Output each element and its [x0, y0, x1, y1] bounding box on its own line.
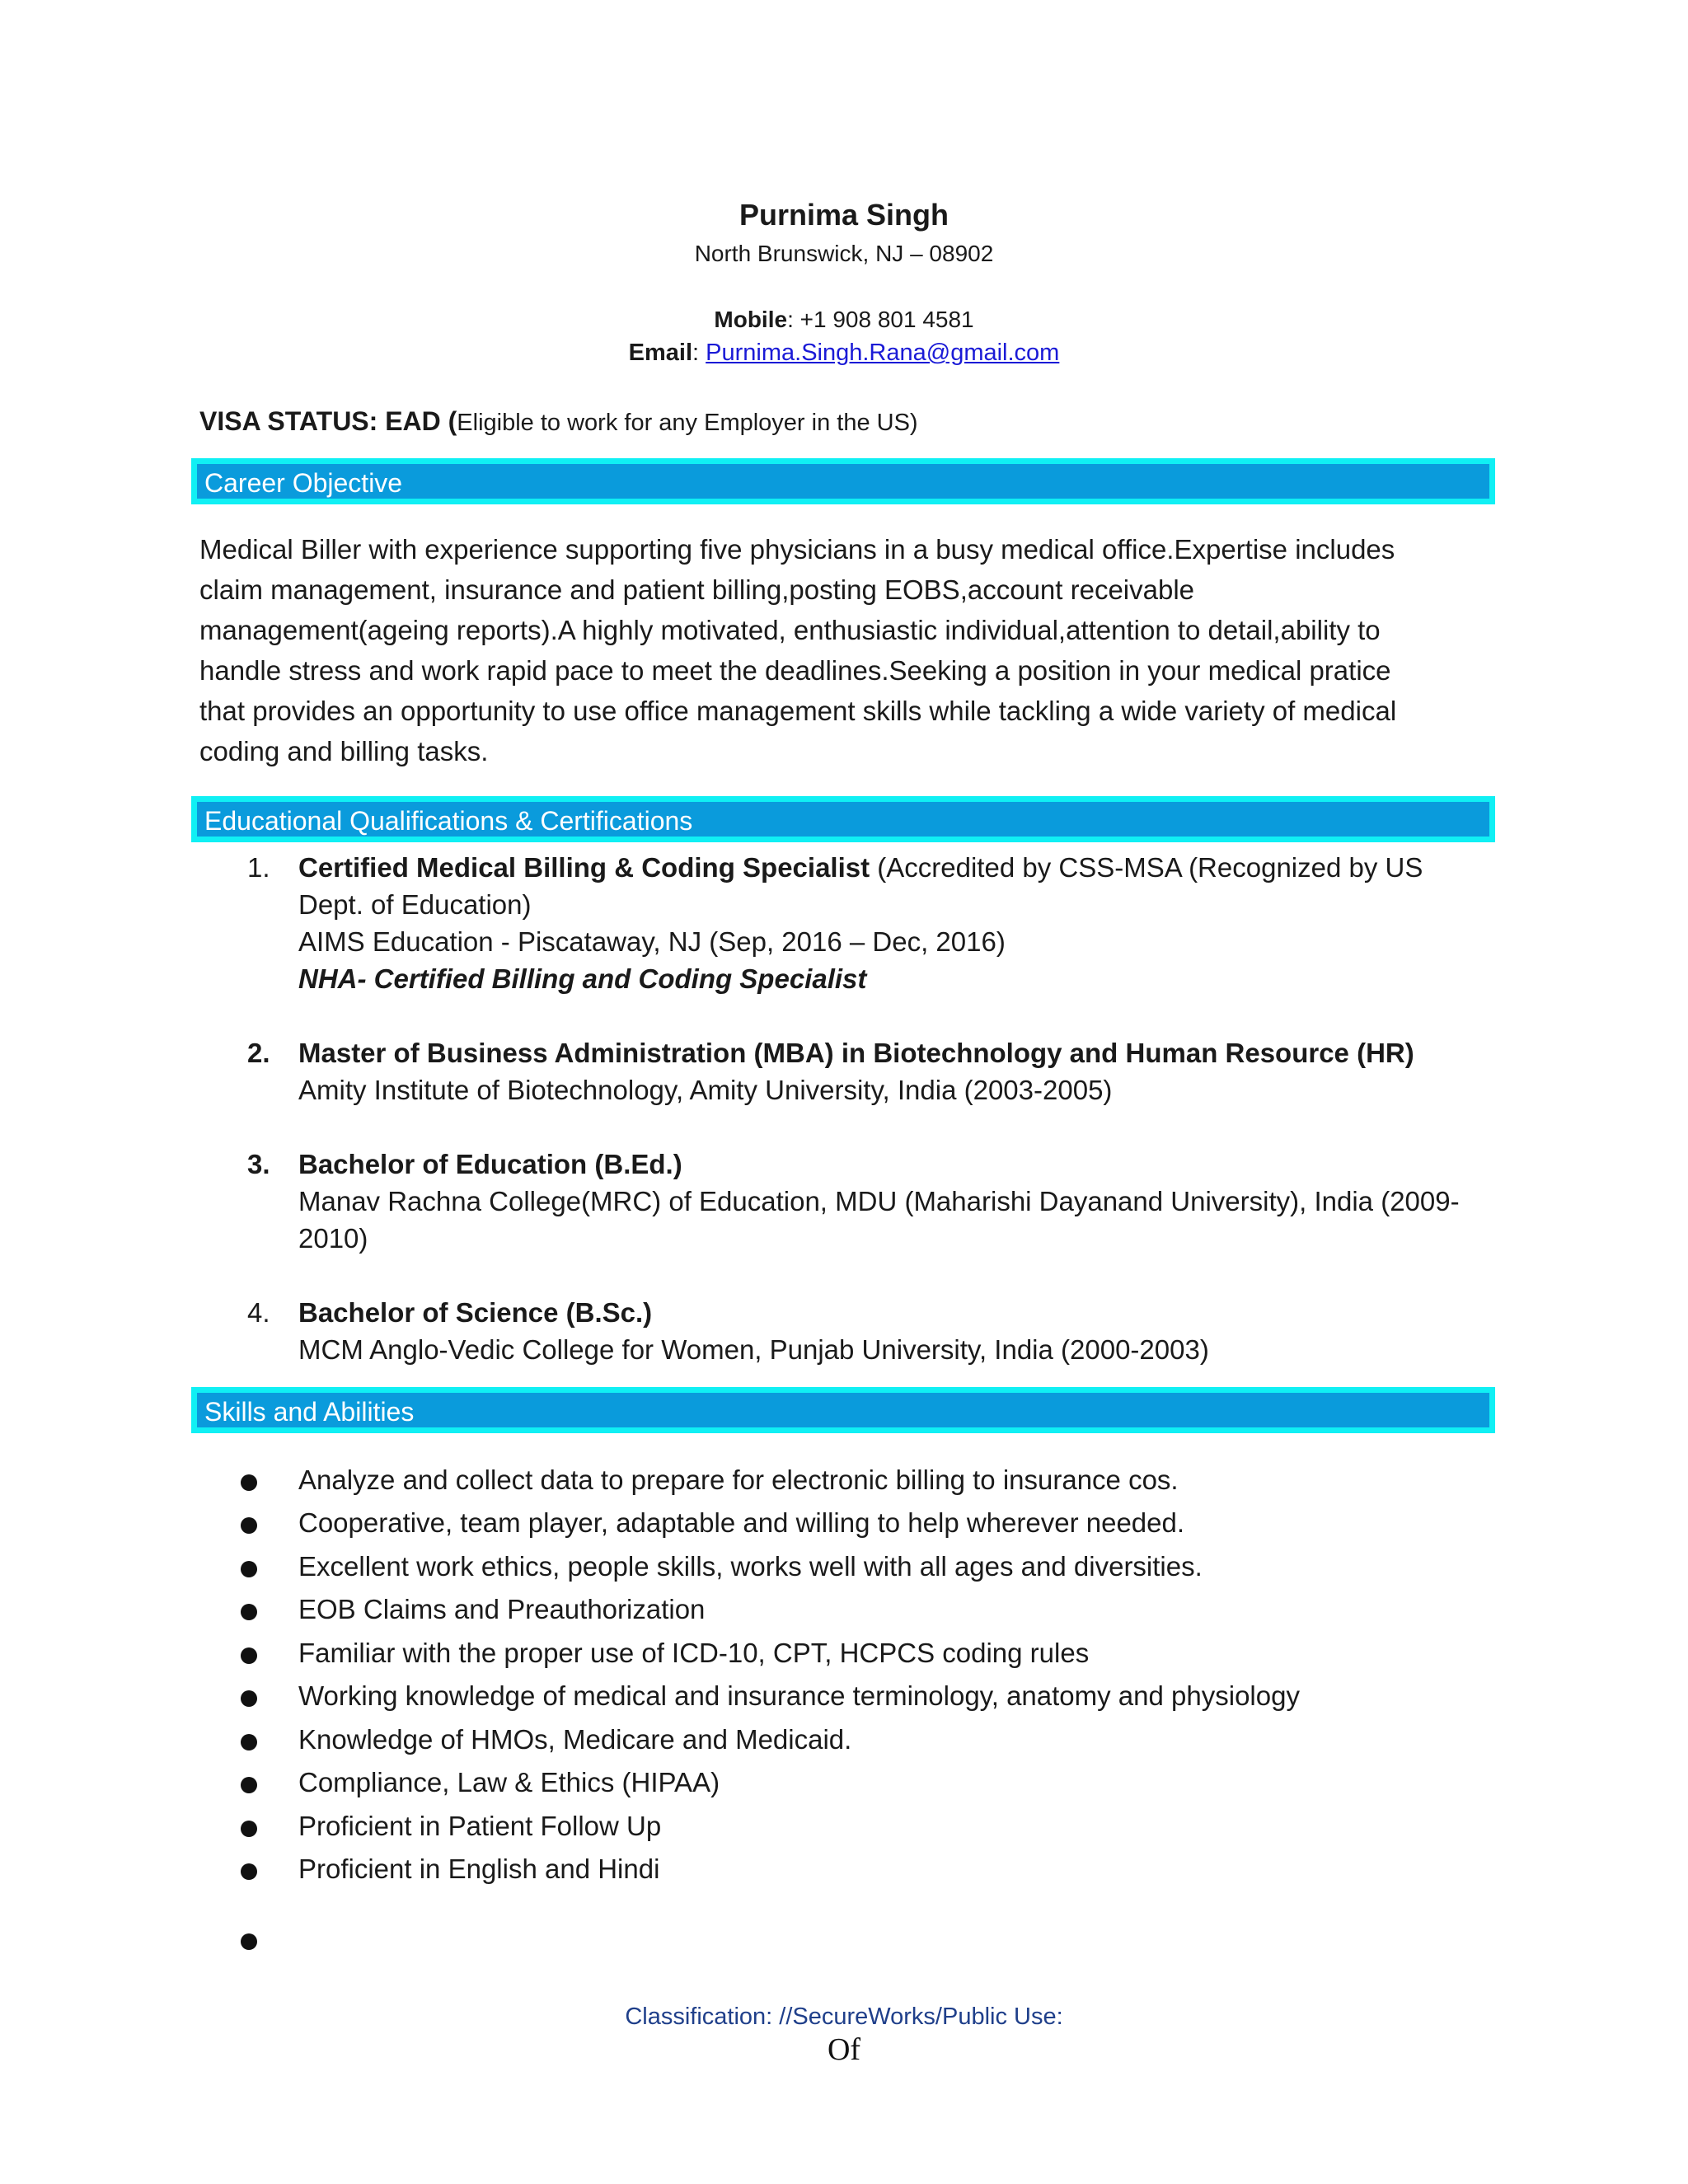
bullet-icon: [241, 1647, 257, 1664]
skill-text: Familiar with the proper use of ICD-10, CPT, HCPCS coding rules: [298, 1638, 1090, 1668]
bullet-icon: [241, 1604, 257, 1620]
visa-status: [199, 406, 918, 437]
skill-text: Analyze and collect data to prepare for electronic billing to insurance cos.: [298, 1465, 1179, 1495]
education-title: Bachelor of Science (B.Sc.): [298, 1297, 653, 1328]
skill-text: Proficient in English and Hindi: [298, 1854, 660, 1884]
objective-line: handle stress and work rapid pace to meet the deadlines.Seeking a position in your medical pratice: [199, 655, 1391, 686]
bullet-icon: [241, 1517, 257, 1534]
mobile-line: [0, 307, 1688, 333]
objective-line: Medical Biller with experience supporting five physicians in a busy medical office.Expertise includes: [199, 534, 1395, 565]
candidate-name: Purnima Singh: [738, 198, 950, 232]
education-title: Bachelor of Education (B.Ed.): [298, 1149, 682, 1179]
education-title-line: [298, 849, 1502, 886]
objective-line: that provides an opportunity to use office management skills while tackling a wide variety of medical: [199, 696, 1397, 726]
item-number: 1.: [247, 852, 270, 883]
education-title: Master of Business Administration (MBA) in Biotechnology and Human Resource (HR): [298, 1038, 1414, 1068]
email-link[interactable]: Purnima.Singh.Rana@gmail.com: [706, 340, 1060, 366]
mobile-value: : +1 908 801 4581: [787, 307, 974, 332]
skill-text: Excellent work ethics, people skills, works well with all ages and diversities.: [298, 1551, 1203, 1582]
item-number: 3.: [247, 1149, 270, 1179]
section-title: Skills and Abilities: [204, 1397, 415, 1427]
education-title-note: (Accredited by CSS-MSA (Recognized by US: [870, 852, 1423, 883]
objective-line: coding and billing tasks.: [199, 736, 489, 766]
bullet-icon: [241, 1690, 257, 1707]
skill-text: EOB Claims and Preauthorization: [298, 1594, 706, 1624]
email-label: Email: [628, 340, 693, 366]
skill-text: Working knowledge of medical and insurance terminology, anatomy and physiology: [298, 1680, 1300, 1711]
bullet-icon: [241, 1863, 257, 1880]
skill-text: Cooperative, team player, adaptable and willing to help wherever needed.: [298, 1507, 1185, 1538]
section-title: Career Objective: [204, 468, 403, 498]
bullet-icon: [241, 1734, 257, 1750]
skill-text: Compliance, Law & Ethics (HIPAA): [298, 1767, 720, 1797]
certification-note: NHA- Certified Billing and Coding Specialist: [298, 963, 867, 994]
education-detail: Manav Rachna College(MRC) of Education, MDU (Maharishi Dayanand University), India (2009-: [298, 1186, 1460, 1216]
visa-label: VISA STATUS: EAD (: [199, 406, 457, 436]
education-title: Certified Medical Billing & Coding Specialist: [298, 852, 870, 883]
section-header-skills: [191, 1387, 1495, 1433]
item-number: 4.: [247, 1297, 270, 1328]
item-number: 2.: [247, 1038, 270, 1068]
section-header-career-objective: [191, 458, 1495, 504]
objective-line: management(ageing reports).A highly motivated, enthusiastic individual,attention to detail,ability to: [199, 615, 1381, 645]
skill-text: Knowledge of HMOs, Medicare and Medicaid.: [298, 1724, 852, 1755]
visa-note: Eligible to work for any Employer in the US): [457, 410, 918, 436]
education-detail: 2010): [298, 1223, 368, 1254]
skill-text: Proficient in Patient Follow Up: [298, 1811, 662, 1841]
education-detail: AIMS Education - Piscataway, NJ (Sep, 2016 – Dec, 2016): [298, 926, 1006, 957]
bullet-icon: [241, 1777, 257, 1793]
objective-paragraph: [199, 529, 1485, 771]
education-detail: MCM Anglo-Vedic College for Women, Punjab University, India (2000-2003): [298, 1334, 1209, 1365]
bullet-icon: [241, 1821, 257, 1837]
education-detail: Amity Institute of Biotechnology, Amity University, India (2003-2005): [298, 1075, 1113, 1105]
objective-line: claim management, insurance and patient billing,posting EOBS,account receivable: [199, 574, 1195, 605]
email-line: [0, 340, 1688, 367]
mobile-label: Mobile: [714, 307, 788, 332]
bullet-icon: [241, 1933, 257, 1950]
section-title: Educational Qualifications & Certifications: [204, 806, 693, 836]
education-detail: Dept. of Education): [298, 889, 532, 920]
footer-page-number: Of: [827, 2032, 861, 2067]
bullet-icon: [241, 1474, 257, 1491]
email-separator: :: [692, 340, 706, 366]
bullet-icon: [241, 1561, 257, 1577]
candidate-address: North Brunswick, NJ – 08902: [694, 241, 994, 266]
section-header-education: [191, 796, 1495, 842]
footer-classification: Classification: //SecureWorks/Public Use:: [625, 2004, 1063, 2030]
